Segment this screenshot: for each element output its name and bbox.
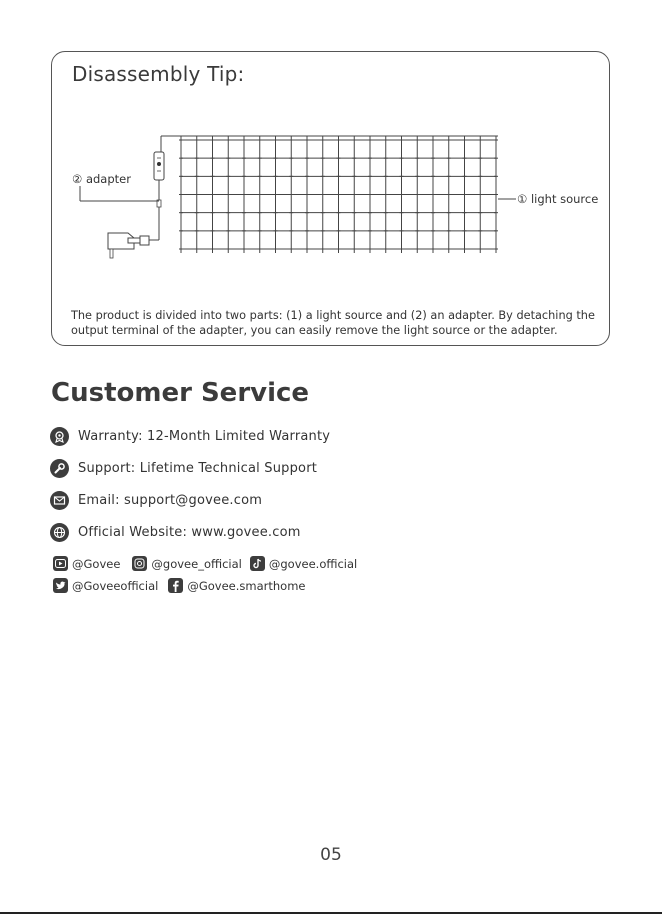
youtube-handle: @Govee: [72, 556, 121, 571]
social-row-1: [53, 556, 365, 571]
twitter-handle: @Goveeofficial: [72, 578, 159, 593]
instagram-link[interactable]: [132, 556, 241, 571]
twitter-link[interactable]: [53, 578, 158, 593]
tip-description: The product is divided into two parts: (1) a light source and (2) an adapter. By detaching the output terminal of the adapter, you can easily remove the light source or the adapter.: [71, 309, 595, 337]
page-number: 05: [320, 845, 342, 865]
tiktok-link[interactable]: [250, 556, 357, 571]
adapter-plug: [108, 233, 149, 258]
light-curtain-diagram: [52, 52, 611, 347]
website-text[interactable]: Official Website: www.govee.com: [78, 524, 301, 540]
customer-service-title: Customer Service: [51, 378, 310, 408]
facebook-handle: @Govee.smarthome: [187, 578, 306, 593]
warranty-icon: [50, 427, 69, 446]
youtube-link[interactable]: [53, 556, 120, 571]
tiktok-handle: @govee.official: [268, 556, 358, 571]
warranty-row: [50, 426, 330, 446]
warranty-text: Warranty: 12-Month Limited Warranty: [78, 428, 331, 444]
youtube-icon: [53, 556, 68, 571]
adapter-label: ② adapter: [72, 172, 131, 186]
tip-title: Disassembly Tip:: [72, 62, 245, 86]
email-row: [50, 490, 262, 510]
instagram-handle: @govee_official: [151, 556, 242, 571]
email-text[interactable]: Email: support@govee.com: [78, 492, 263, 508]
facebook-link[interactable]: [168, 578, 305, 593]
website-row: [50, 522, 301, 542]
light-source-label: ① light source: [517, 192, 599, 206]
support-text: Support: Lifetime Technical Support: [78, 460, 318, 476]
instagram-icon: [132, 556, 147, 571]
disassembly-tip-box: [51, 51, 610, 346]
support-row: [50, 458, 317, 478]
facebook-icon: [168, 578, 183, 593]
wrench-icon: [50, 459, 69, 478]
envelope-icon: [50, 491, 69, 510]
social-row-2: [53, 578, 313, 593]
light-grid: [177, 136, 498, 253]
twitter-icon: [53, 578, 68, 593]
globe-icon: [50, 523, 69, 542]
tiktok-icon: [250, 556, 265, 571]
